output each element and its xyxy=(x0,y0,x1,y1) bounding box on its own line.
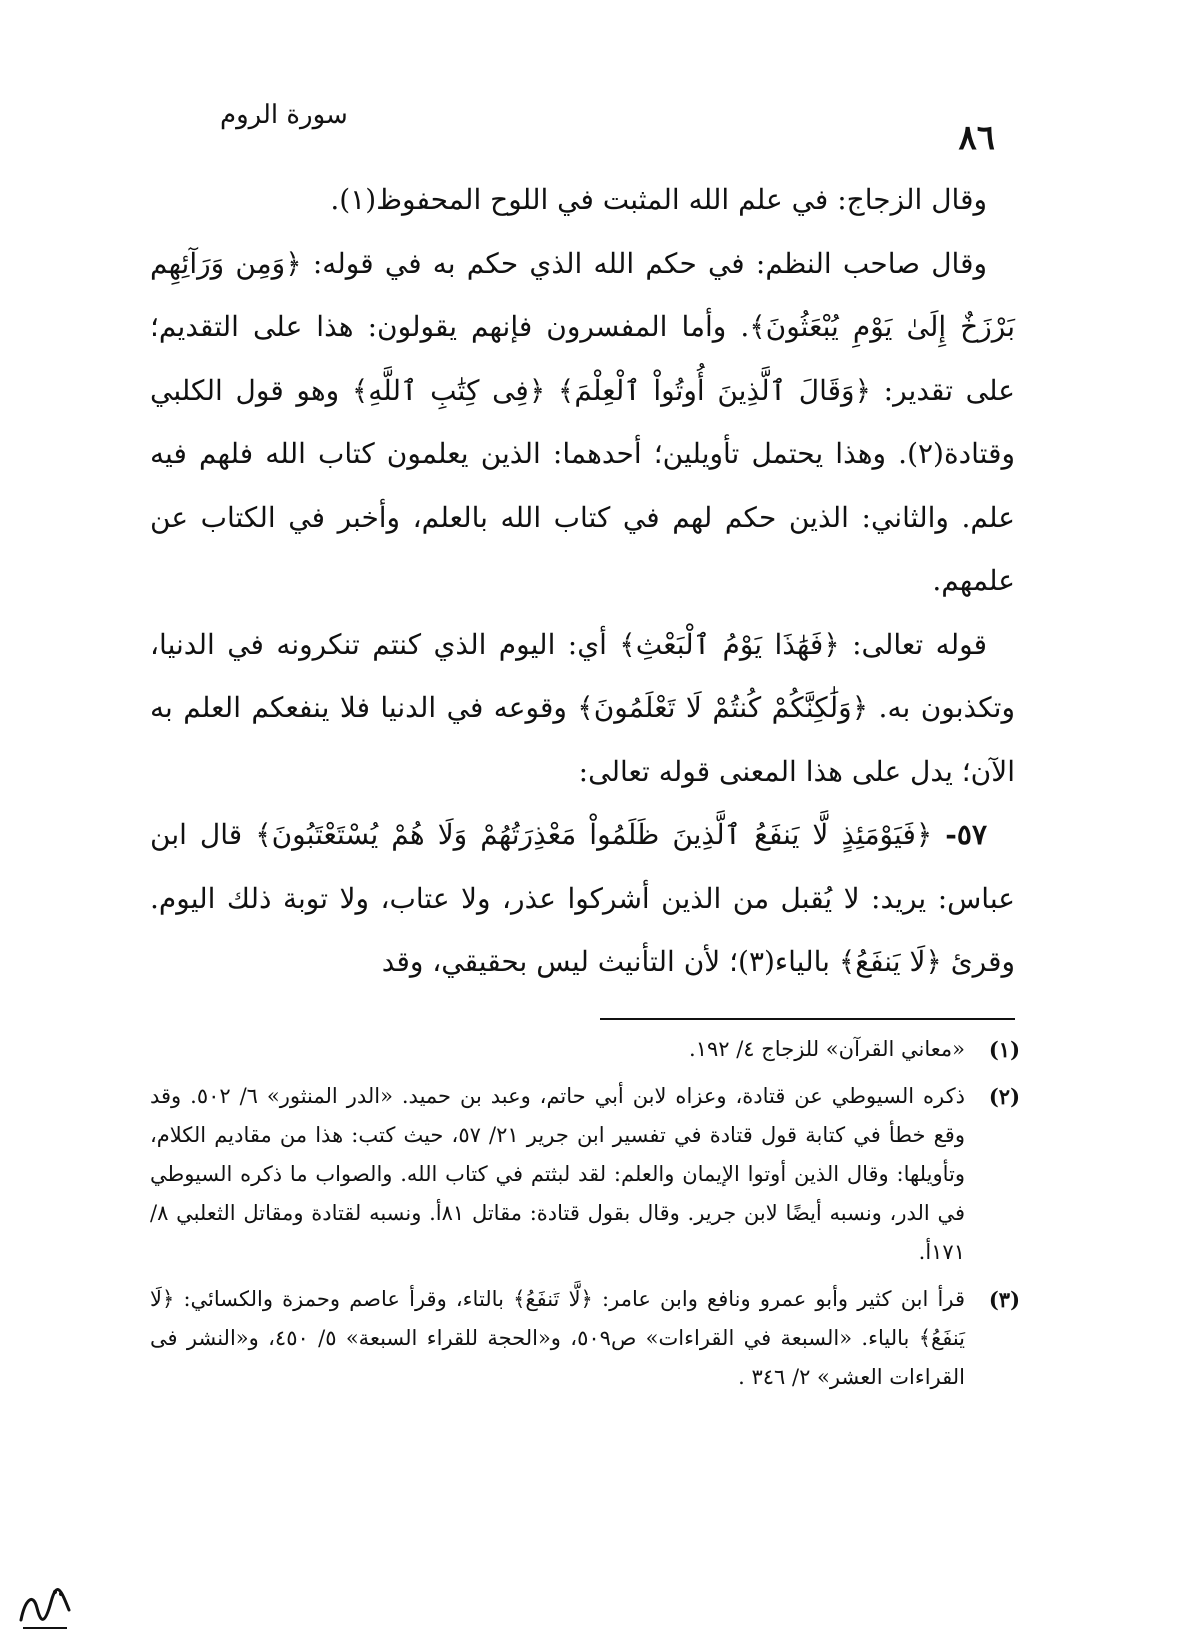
footnotes xyxy=(150,1030,1020,1405)
footnote-text: قرأ ابن كثير وأبو عمرو ونافع وابن عامر: ﴿لَّا تَنفَعُ﴾ بالتاء، وقرأ عاصم وحمزة والكسائي: ﴿لَا يَنفَعُ﴾ بالياء. «السبعة في القراءات» ص٥٠٩، و«الحجة للقراء السبعة» ٥/ ٤٥٠، و«النشر فى القراءات العشر» ٢/ ٣٤٦ . xyxy=(150,1287,965,1389)
footnote-1 xyxy=(150,1030,1020,1069)
paragraph-2: وقال صاحب النظم: في حكم الله الذي حكم به في قوله: ﴿وَمِن وَرَآئِهِم بَرْزَخٌ إِلَىٰ يَوْمِ يُبْعَثُونَ﴾. وأما المفسرون فإنهم يقولون: هذا على التقديم؛ على تقدير: ﴿وَقَالَ ٱلَّذِينَ أُوتُواْ ٱلْعِلْمَ﴾ ﴿فِى كِتَٰبِ ٱللَّهِ﴾ وهو قول الكلبي وقتادة(٢). وهذا يحتمل تأويلين؛ أحدهما: الذين يعلمون كتاب الله فلهم فيه علم. والثاني: الذين حكم لهم في كتاب الله بالعلم، وأخبر في الكتاب عن علمهم. xyxy=(150,246,1015,597)
page-header xyxy=(200,100,995,158)
footnote-number: (١) xyxy=(988,1037,1020,1062)
paragraph-3: قوله تعالى: ﴿فَهَٰذَا يَوْمُ ٱلْبَعْثِ﴾ أي: اليوم الذي كنتم تنكرونه في الدنيا، وتكذبون به. ﴿وَلَٰكِنَّكُمْ كُنتُمْ لَا تَعْلَمُونَ﴾ وقوعه في الدنيا فلا ينفعكم العلم به الآن؛ يدل على هذا المعنى قوله تعالى: xyxy=(150,627,1015,788)
footnote-text: «معاني القرآن» للزجاج ٤/ ١٩٢. xyxy=(689,1037,965,1061)
surah-title: سورة الروم xyxy=(220,100,348,130)
publisher-logo-icon xyxy=(15,1580,75,1640)
footnote-2 xyxy=(150,1077,1020,1272)
footnote-3 xyxy=(150,1280,1020,1397)
page-number: ٨٦ xyxy=(958,118,995,158)
verse-number: ٥٧- xyxy=(945,818,987,851)
paragraph-4 xyxy=(150,803,1015,994)
footnote-number: (٢) xyxy=(988,1084,1020,1109)
main-text xyxy=(150,168,1015,994)
footnote-divider xyxy=(600,1018,1015,1020)
footnote-text: ذكره السيوطي عن قتادة، وعزاه لابن أبي حاتم، وعبد بن حميد. «الدر المنثور» ٦/ ٥٠٢. وقد وقع خطأ في كتابة قول قتادة في تفسير ابن جرير ٢١/ ٥٧، حيث كتب: هذا من مقاديم الكلام، وتأويلها: وقال الذين أوتوا الإيمان والعلم: لقد لبثتم في كتاب الله. والصواب ما ذكره السيوطي في الدر، ونسبه أيضًا لابن جرير. وقال بقول قتادة: مقاتل ٨١أ. ونسبه لقتادة ومقاتل الثعلبي ٨/ ١٧١أ. xyxy=(150,1084,965,1264)
paragraph-4-text: ﴿فَيَوْمَئِذٍ لَّا يَنفَعُ ٱلَّذِينَ ظَلَمُواْ مَعْذِرَتُهُمْ وَلَا هُمْ يُسْتَعْتَبُونَ﴾ قال ابن عباس: يريد: لا يُقبل من الذين أشركوا عذر، ولا عتاب، ولا توبة ذلك اليوم. وقرئ ﴿لَا يَنفَعُ﴾ بالياء(٣)؛ لأن التأنيث ليس بحقيقي، وقد xyxy=(150,818,1015,978)
paragraph-1: وقال الزجاج: في علم الله المثبت في اللوح المحفوظ(١). xyxy=(330,183,987,216)
footnote-number: (٣) xyxy=(988,1287,1020,1312)
